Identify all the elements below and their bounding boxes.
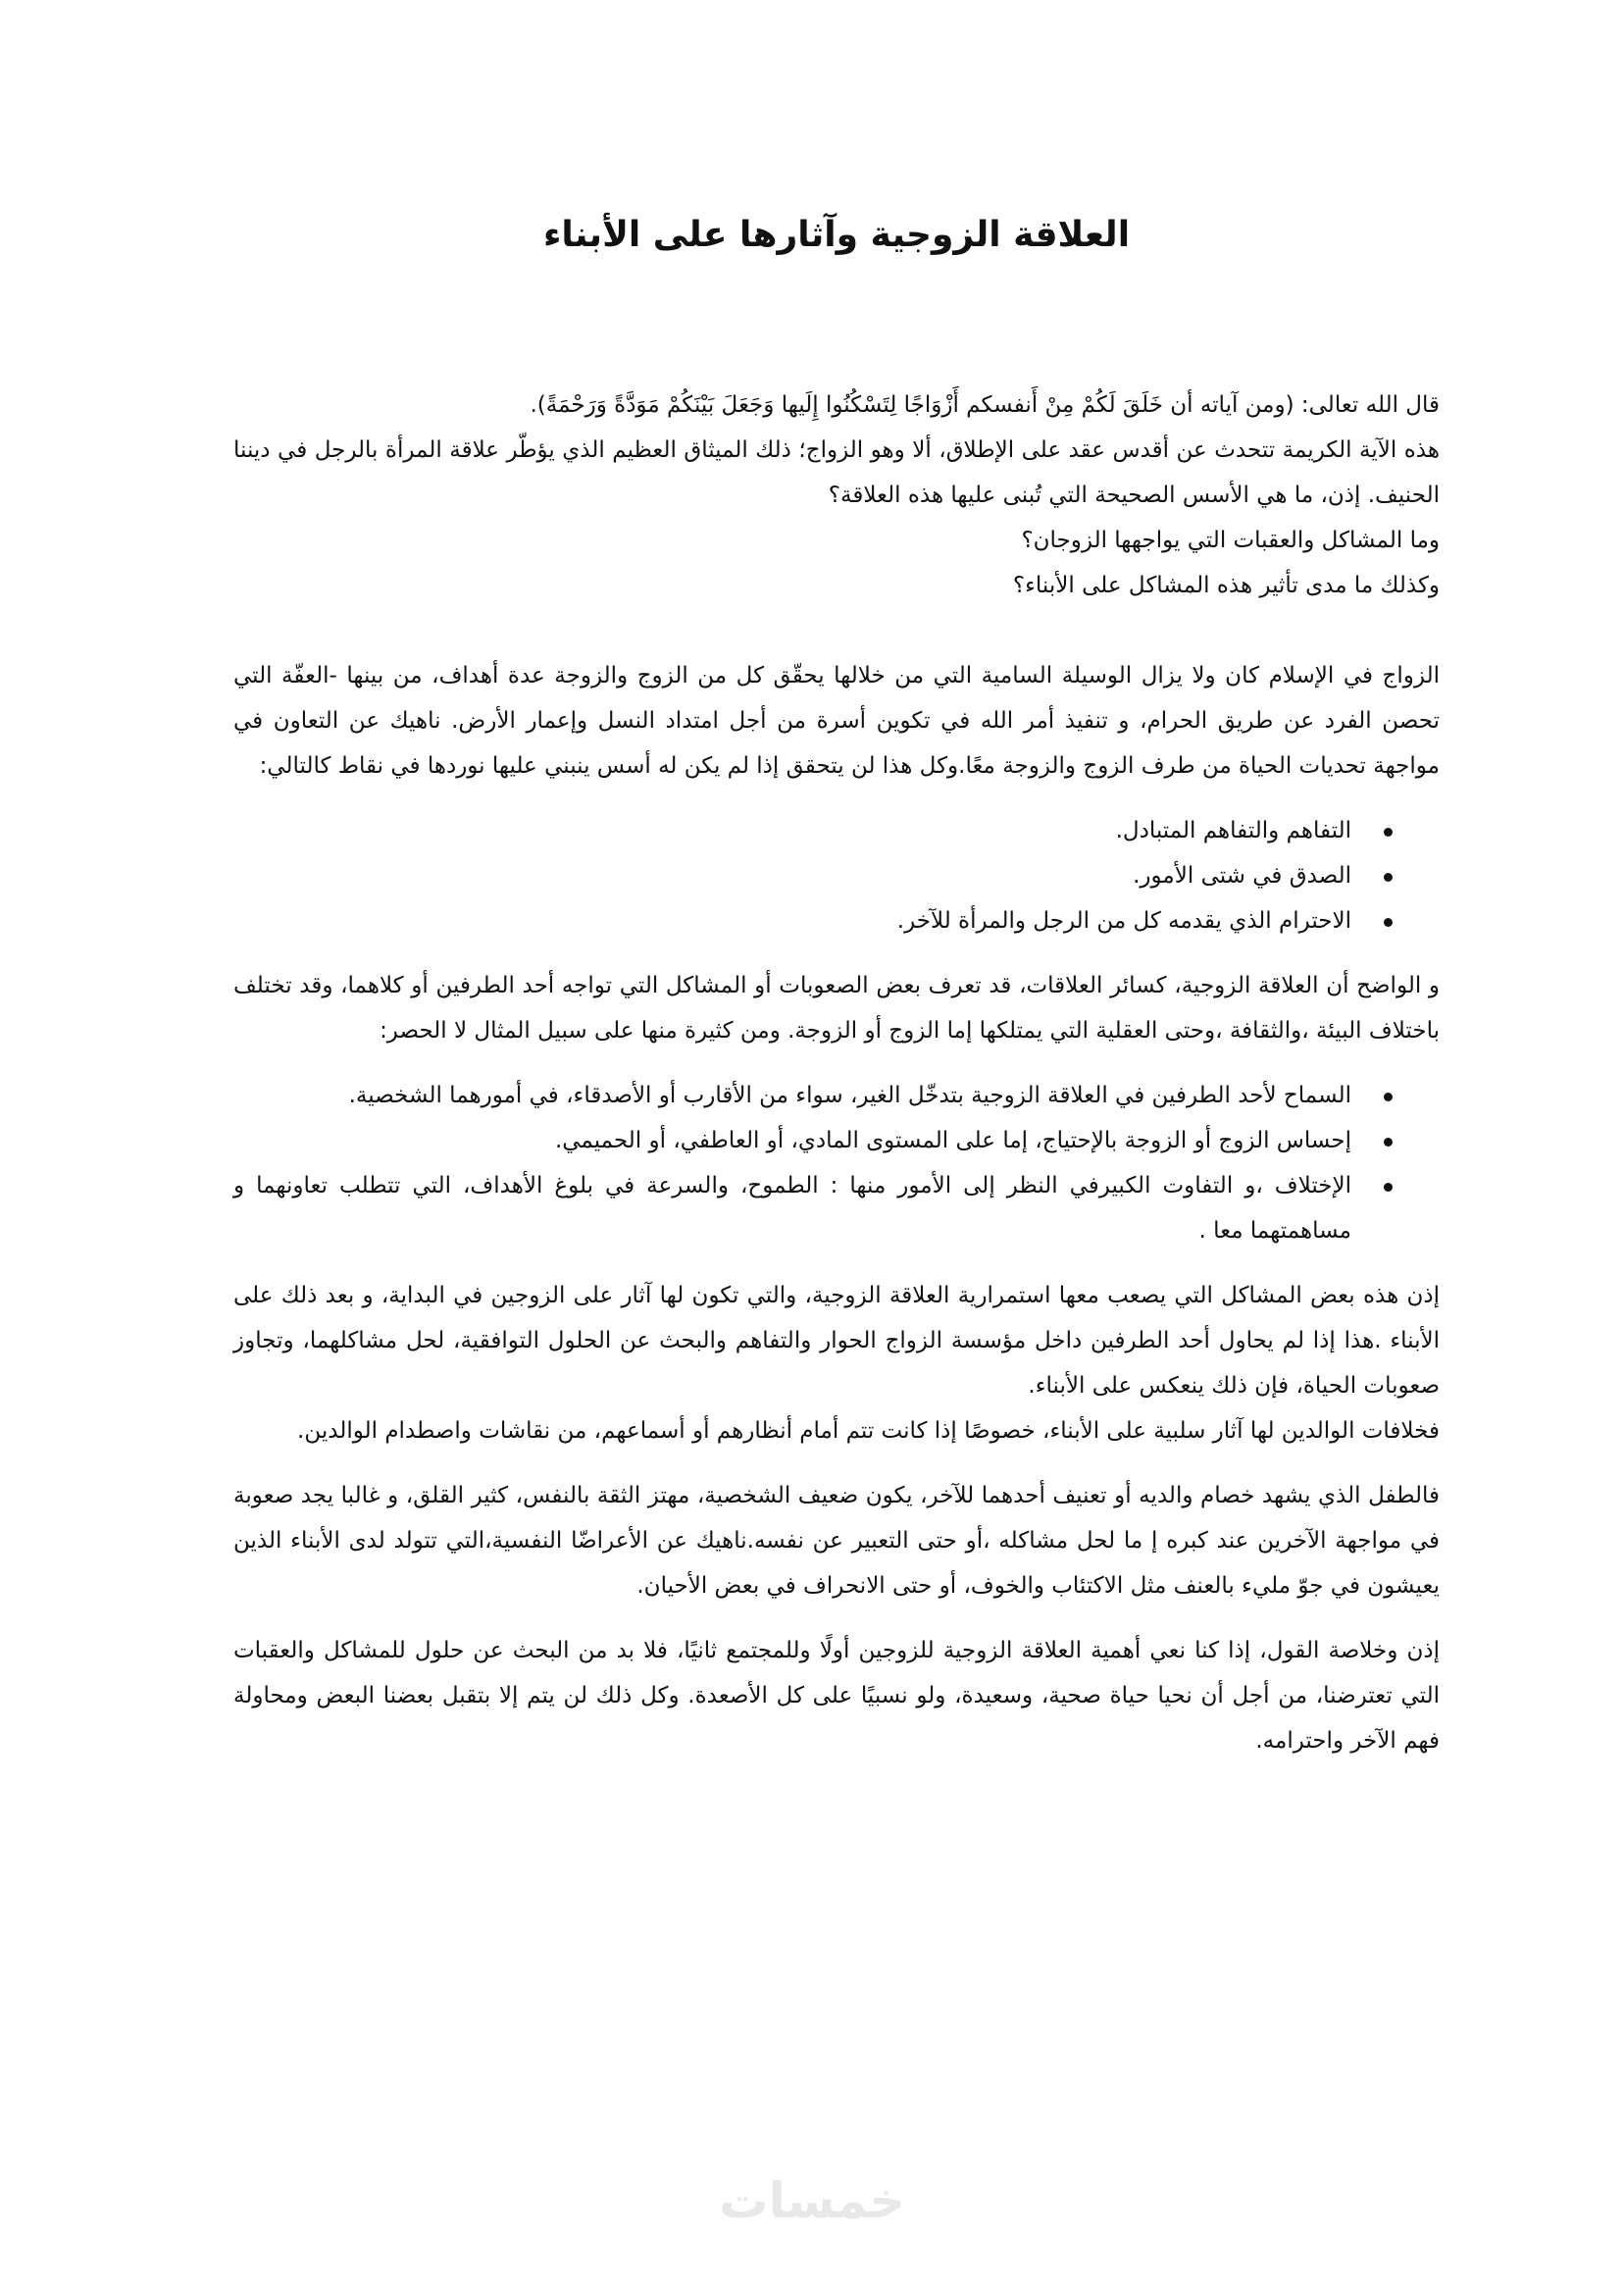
intro-verse: قال الله تعالى: (ومن آياته أن خَلَقَ لَكُمْ مِنْ أَنفسكم أَزْوَاجًا لِتَسْكُنُوا إِلَيها وَجَعَلَ بَيْنَكُمْ مَوَدَّةً وَرَحْمَةً). [530, 392, 1440, 418]
spacer [233, 1453, 1440, 1473]
intro-question-effects: وكذلك ما مدى تأثير هذه المشاكل على الأبناء؟ [1012, 573, 1440, 598]
spacer [233, 608, 1440, 653]
list-item: الإختلاف ،و التفاوت الكبيرفي النظر إلى الأمور منها : الطموح، والسرعة في بلوغ الأهداف، التي تتطلب تعاونهما و مساهمتهما معا . [233, 1163, 1351, 1253]
spacer [233, 1053, 1440, 1073]
effects-paragraph: إذن هذه بعض المشاكل التي يصعب معها استمرارية العلاقة الزوجية، والتي تكون لها آثار على الزوجين في البداية، و بعد ذلك على الأبناء .هذا إذا لم يحاول أحد الطرفين داخل مؤسسة الزواج الحوار والتفاهم والبحث عن الحلول التوافقية، لحل مشاكلهما، وتجاوز صعوبات الحياة، فإن ذلك ينعكس على الأبناء. [233, 1283, 1440, 1399]
document-body [233, 206, 1440, 1763]
spacer [233, 789, 1440, 808]
conclusion-paragraph: إذن وخلاصة القول، إذا كنا نعي أهمية العلاقة الزوجية للزوجين أولًا وللمجتمع ثانيًا، فلا بد من البحث عن حلول للمشاكل والعقبات التي تعترضنا، من أجل أن نحيا حياة صحية، وسعيدة، ولو نسبيًا على كل الأصعدة. وكل ذلك لن يتم إلا بتقبل بعضنا البعض ومحاولة فهم الآخر واحترامه. [233, 1638, 1440, 1754]
page-title: العلاقة الزوجية وآثارها على الأبناء [542, 215, 1131, 255]
spacer [233, 1253, 1440, 1273]
spacer [233, 943, 1440, 963]
list-item: الاحترام الذي يقدمه كل من الرجل والمرأة للآخر. [233, 898, 1351, 943]
list-item: الصدق في شتى الأمور. [233, 853, 1351, 898]
parents-conflict-paragraph: فخلافات الوالدين لها آثار سلبية على الأبناء، خصوصًا إذا كانت تتم أمام أنظارهم أو أسماعهم، من نقاشات واصطدام الوالدين. [297, 1418, 1440, 1444]
marriage-paragraph: الزواج في الإسلام كان ولا يزال الوسيلة السامية التي من خلالها يحقّق كل من الزوج والزوجة عدة أهداف، من بينها -العفّة التي تحصن الفرد عن طريق الحرام، و تنفيذ أمر الله في تكوين أسرة من أجل امتداد النسل وإعمار الأرض. ناهيك عن التعاون في مواجهة تحديات الحياة من طرف الزوج والزوجة معًا.وكل هذا لن يتحقق إذا لم يكن له أسس ينبني عليها نوردها في نقاط كالتالي: [233, 663, 1440, 779]
list-item: السماح لأحد الطرفين في العلاقة الزوجية بتدخّل الغير، سواء من الأقارب أو الأصدقاء، في أمورهما الشخصية. [233, 1073, 1351, 1118]
intro-question-problems: وما المشاكل والعقبات التي يواجهها الزوجان؟ [1021, 528, 1440, 553]
list-item: إحساس الزوج أو الزوجة بالإحتياج، إما على المستوى المادي، أو العاطفي، أو الحميمي. [233, 1118, 1351, 1163]
problems-paragraph: و الواضح أن العلاقة الزوجية، كسائر العلاقات، قد تعرف بعض الصعوبات أو المشاكل التي تواجه أحد الطرفين أو كلاهما، وقد تختلف باختلاف البيئة ،والثقافة ،وحتى العقلية التي يمتلكها إما الزوج أو الزوجة. ومن كثيرة منها على سبيل المثال لا الحصر: [233, 973, 1440, 1044]
foundations-list [233, 808, 1440, 943]
watermark-logo: خمسات [719, 2172, 905, 2229]
child-paragraph: فالطفل الذي يشهد خصام والديه أو تعنيف أحدهما للآخر، يكون ضعيف الشخصية، مهتز الثقة بالنفس، كثير القلق، و غالبا يجد صعوبة في مواجهة الآخرين عند كبره إ ما لحل مشاكله ،أو حتى التعبير عن نفسه.ناهيك عن الأعراضّا النفسية،التي تتولد لدى الأبناء الذين يعيشون في جوّ مليء بالعنف مثل الاكتئاب والخوف، أو حتى الانحراف في بعض الأحيان. [233, 1483, 1440, 1599]
intro-paragraph: هذه الآية الكريمة تتحدث عن أقدس عقد على الإطلاق، ألا وهو الزواج؛ ذلك الميثاق العظيم الذي يؤطّر علاقة المرأة بالرجل في ديننا الحنيف. إذن، ما هي الأسس الصحيحة التي تُبنى عليها هذه العلاقة؟ [233, 437, 1440, 508]
problems-list [233, 1073, 1440, 1253]
list-item: التفاهم والتفاهم المتبادل. [233, 808, 1351, 853]
spacer [233, 1608, 1440, 1628]
